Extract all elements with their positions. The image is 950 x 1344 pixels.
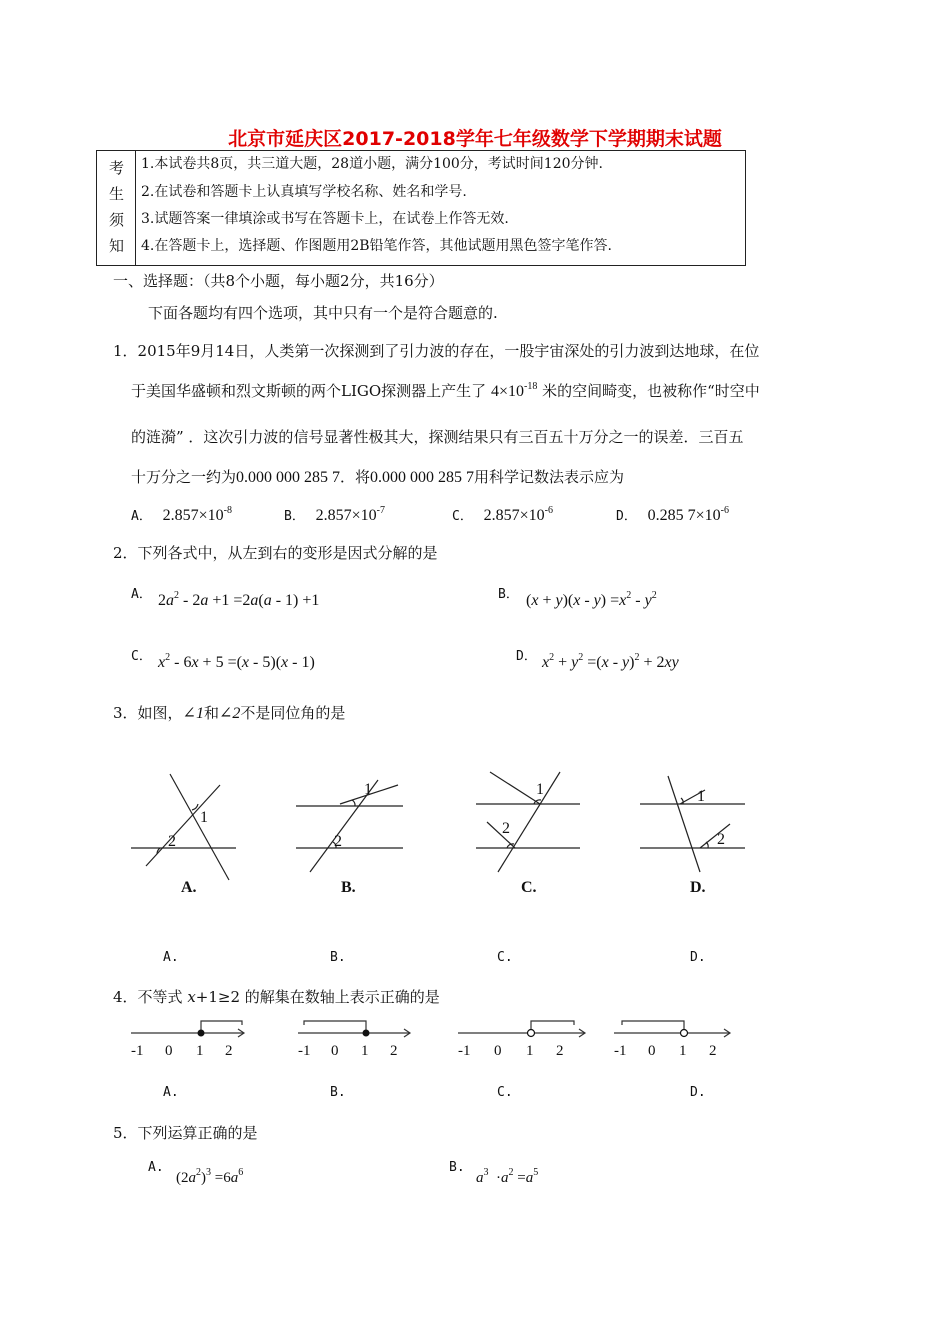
notice-line: 4.在答题卡上，选择题、作图题用2B铅笔作答，其他试题用黑色签字笔作答. bbox=[141, 238, 613, 254]
q3-figures bbox=[0, 760, 950, 910]
q1-line bbox=[131, 380, 760, 401]
q3-option-a[interactable]: A. bbox=[163, 950, 179, 965]
q1-decimal-value: 0.000 000 285 7 bbox=[236, 469, 341, 486]
fig-b-angle-arc bbox=[352, 800, 355, 806]
q5-stem: 5．下列运算正确的是 bbox=[113, 1124, 258, 1142]
open-point-c bbox=[528, 1030, 535, 1037]
q1-text: 米的空间畸变，也被称作“时空中 bbox=[542, 382, 760, 400]
q2-option-b-formula[interactable]: $(x + y)(x - y) =x^2 - y^2$ bbox=[526, 590, 657, 609]
notice-line: 2.在试卷和答题卡上认真填写学校名称、姓名和学号. bbox=[141, 184, 467, 200]
fig-d-line bbox=[668, 776, 700, 872]
open-point-d bbox=[681, 1030, 688, 1037]
q1-line: 1．2015年9月14日，人类第一次探测到了引力波的存在，一股宇宙深处的引力波到达地球，在位 bbox=[113, 342, 760, 360]
q3-option-b[interactable]: B. bbox=[330, 950, 346, 965]
tick-label: 2 bbox=[225, 1043, 233, 1059]
tick-label: -1 bbox=[614, 1043, 627, 1059]
q5-option-b-label[interactable]: B. bbox=[449, 1160, 465, 1175]
fig-a-caption: A. bbox=[181, 879, 197, 896]
fig-d-angle-1: 1 bbox=[697, 788, 705, 805]
q1-text: 十万分之一约为 bbox=[131, 468, 237, 486]
q1-option-c[interactable]: C． $2.857\times 10^{-6}$ bbox=[452, 505, 553, 524]
fig-d-caption: D. bbox=[690, 879, 706, 896]
q1-text: 用科学记数法表示应为 bbox=[474, 468, 625, 486]
solution-ray-c bbox=[531, 1021, 574, 1029]
fig-b-angle-2: 2 bbox=[334, 833, 342, 850]
page-title: 北京市延庆区2017-2018学年七年级数学下学期期末试题 bbox=[228, 128, 722, 150]
tick-label: 1 bbox=[196, 1043, 204, 1059]
fig-b-caption: B. bbox=[341, 879, 356, 896]
q5-option-b-formula[interactable]: $a^3 \cdot a^2 =a^5$ bbox=[476, 1167, 539, 1186]
closed-point-a bbox=[198, 1030, 205, 1037]
tick-label: -1 bbox=[458, 1043, 471, 1059]
q4-option-b[interactable]: B. bbox=[330, 1085, 346, 1100]
fig-c-line bbox=[490, 772, 540, 804]
q2-option-a-formula[interactable]: $2a^2 - 2a +1 =2a(a - 1) +1$ bbox=[158, 590, 320, 609]
fig-c-caption: C. bbox=[521, 879, 537, 896]
fig-a-line bbox=[170, 774, 229, 880]
tick-label: 0 bbox=[165, 1043, 173, 1059]
angle-1-symbol: ∠1 bbox=[182, 705, 204, 722]
q3-stem: 3．如图，∠1和∠2不是同位角的是 bbox=[113, 704, 346, 722]
tick-label: 2 bbox=[556, 1043, 564, 1059]
tick-label: 2 bbox=[390, 1043, 398, 1059]
q2-option-a-label[interactable]: A． bbox=[131, 587, 152, 602]
q1-line: 的涟漪” ．这次引力波的信号显著性极其大，探测结果只有三百五十万分之一的误差．三百五 bbox=[131, 428, 744, 446]
notice-label-char: 须 bbox=[109, 211, 125, 229]
angle-2-symbol: ∠2 bbox=[218, 705, 241, 722]
q1-option-b[interactable]: B． $2.857\times 10^{-7}$ bbox=[284, 505, 385, 524]
tick-label: 1 bbox=[361, 1043, 369, 1059]
notice-label-char: 考 bbox=[109, 159, 125, 177]
notice-line: 1.本试卷共8页，共三道大题，28道小题，满分100分，考试时间120分钟. bbox=[141, 156, 603, 172]
q2-option-d-label[interactable]: D． bbox=[516, 649, 537, 664]
tick-label: 1 bbox=[526, 1043, 534, 1059]
q4-stem: 4．不等式 x+1≥2 的解集在数轴上表示正确的是 bbox=[113, 988, 440, 1006]
notice-line: 3.试题答案一律填涂或书写在答题卡上，在试卷上作答无效. bbox=[141, 211, 509, 227]
tick-label: 0 bbox=[494, 1043, 502, 1059]
q4-option-d[interactable]: D. bbox=[690, 1085, 706, 1100]
q5-option-a-label[interactable]: A. bbox=[148, 1160, 164, 1175]
tick-label: 2 bbox=[709, 1043, 717, 1059]
q2-option-c-formula[interactable]: $x^2 - 6x + 5 =(x - 5)(x - 1)$ bbox=[158, 652, 315, 671]
fig-d-angle-2: 2 bbox=[717, 831, 725, 848]
fig-a-angle-arc bbox=[192, 804, 198, 810]
q2-option-d-formula[interactable]: $x^2 + y^2 =(x - y)^2 + 2xy$ bbox=[542, 652, 679, 671]
q1-scientific-value: $4\times 10^{-18}$ bbox=[490, 381, 538, 400]
fig-d-line bbox=[700, 824, 730, 848]
notice-label bbox=[97, 151, 136, 265]
tick-label: 0 bbox=[648, 1043, 656, 1059]
q1-text: 于美国华盛顿和烈文斯顿的两个LIGO探测器上产生了 bbox=[131, 382, 487, 400]
q1-option-d[interactable]: D． 0.285 $7\times 10^{-6}$ bbox=[616, 505, 729, 524]
q2-stem: 2．下列各式中，从左到右的变形是因式分解的是 bbox=[113, 544, 438, 562]
tick-label: -1 bbox=[131, 1043, 144, 1059]
closed-point-b bbox=[363, 1030, 370, 1037]
tick-label: 0 bbox=[331, 1043, 339, 1059]
solution-ray-d bbox=[622, 1021, 684, 1029]
section-heading: 一、选择题：（共8个小题，每小题2分，共16分） bbox=[113, 272, 444, 290]
q1-text: ．将 bbox=[340, 468, 371, 486]
solution-ray-b bbox=[304, 1021, 366, 1033]
fig-b-angle-1: 1 bbox=[364, 781, 372, 798]
q4-option-c[interactable]: C. bbox=[497, 1085, 513, 1100]
q2-option-b-label[interactable]: B． bbox=[498, 587, 519, 602]
notice-label-char: 知 bbox=[109, 237, 125, 255]
q1-line bbox=[131, 466, 624, 487]
fig-c-angle-2: 2 bbox=[502, 820, 510, 837]
q1-decimal-value: 0.000 000 285 7 bbox=[370, 469, 475, 486]
fig-d-angle-arc bbox=[706, 842, 708, 848]
tick-label: -1 bbox=[298, 1043, 311, 1059]
q2-option-c-label[interactable]: C． bbox=[131, 649, 152, 664]
q4-option-a[interactable]: A. bbox=[163, 1085, 179, 1100]
tick-label: 1 bbox=[679, 1043, 687, 1059]
notice-label-char: 生 bbox=[109, 185, 125, 203]
fig-a-angle-2: 2 bbox=[168, 833, 176, 850]
q4-number-lines bbox=[0, 1015, 950, 1060]
q3-option-d[interactable]: D. bbox=[690, 950, 706, 965]
fig-a-angle-1: 1 bbox=[200, 809, 208, 826]
q1-option-a[interactable]: A． $2.857\times 10^{-8}$ bbox=[131, 505, 232, 524]
exam-notice-box bbox=[96, 150, 746, 266]
q5-option-a-formula[interactable]: $(2a^2)^3 =6a^6$ bbox=[176, 1167, 244, 1186]
solution-ray-a bbox=[201, 1021, 242, 1033]
fig-c-angle-1: 1 bbox=[536, 781, 544, 798]
q3-option-c[interactable]: C. bbox=[497, 950, 513, 965]
section-instruction: 下面各题均有四个选项，其中只有一个是符合题意的. bbox=[148, 304, 498, 322]
